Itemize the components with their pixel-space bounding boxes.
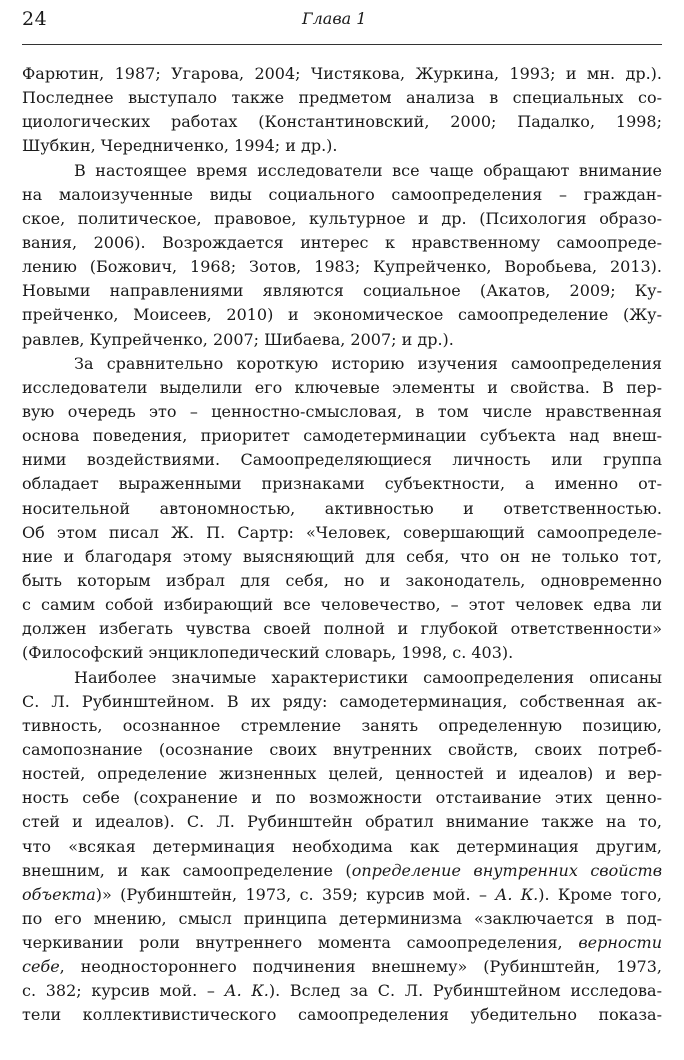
text-line: Шубкин, Чередниченко, 1994; и др.). [22, 136, 338, 156]
paragraph-start-line: Наиболее значимые характеристики самоопределения описаны [74, 667, 662, 687]
italic-run: верности [578, 933, 662, 953]
text-line: Об этом писал Ж. П. Сартр: «Человек, совершающий самоопределе- [22, 522, 662, 542]
text-line [22, 859, 662, 883]
chapter-title: Глава 1 [302, 9, 367, 28]
text-run: ). Вслед за С. Л. Рубинштейном исследова- [268, 981, 662, 1001]
italic-run: А. К. [224, 981, 269, 1001]
italic-run: себе [22, 957, 60, 977]
text-line: прейченко, Моисеев, 2010) и экономическое самоопределение (Жу- [22, 305, 662, 325]
text-line: вания, 2006). Возрождается интерес к нравственному самоопреде- [22, 232, 662, 252]
text-line: ностей, определение жизненных целей, ценностей и идеалов) и вер- [22, 764, 662, 784]
text-line: стей и идеалов). С. Л. Рубинштейн обратил внимание также на то, [22, 812, 662, 832]
text-line: равлев, Купрейченко, 2007; Шибаева, 2007; и др.). [22, 329, 454, 349]
paragraph-start-line: В настоящее время исследователи все чаще обращают внимание [74, 160, 662, 180]
text-run: внешним, и как самоопределение ( [22, 860, 352, 880]
text-line: что «всякая детерминация необходима как детерминация другим, [22, 836, 662, 856]
text-line: на малоизученные виды социального самоопределения – граждан- [22, 184, 662, 204]
body-text [22, 62, 662, 1028]
text-run: с. 382; курсив мой. – [22, 981, 225, 1001]
text-run: , неодностороннего подчинения внешнему» (Рубинштейн, 1973, [59, 957, 662, 977]
text-line: с самим собой избирающий все человечество, – этот человек едва ли [22, 595, 662, 615]
text-run: черкивании роли внутреннего момента самоопределения, [22, 933, 579, 953]
text-line: Новыми направлениями являются социальное (Акатов, 2009; Ку- [22, 281, 662, 301]
text-line: по его мнению, смысл принципа детерминизма «заключается в под- [22, 908, 662, 928]
text-line [22, 883, 662, 907]
text-line: исследователи выделили его ключевые элементы и свойства. В пер- [22, 377, 662, 397]
italic-run: А. К. [495, 884, 539, 904]
text-line [22, 931, 662, 955]
text-line: ность себе (сохранение и по возможности отстаивание этих ценно- [22, 788, 662, 808]
text-line: ними воздействиями. Самоопределяющиеся личность или группа [22, 450, 662, 470]
text-line [22, 955, 662, 979]
text-line: обладает выраженными признаками субъектности, а именно от- [22, 474, 662, 494]
text-line: быть которым избрал для себя, но и законодатель, одновременно [22, 570, 662, 590]
text-line: С. Л. Рубинштейном. В их ряду: самодетерминация, собственная ак- [22, 691, 662, 711]
text-line: ние и благодаря этому выясняющий для себя, что он не только тот, [22, 546, 662, 566]
text-run: )» (Рубинштейн, 1973, с. 359; курсив мой. – [95, 884, 496, 904]
text-line: ское, политическое, правовое, культурное и др. (Психология образо- [22, 208, 662, 228]
text-line: должен избегать чувства своей полной и глубокой ответственности» [22, 619, 662, 639]
text-line: самопознание (осознание своих внутренних свойств, своих потреб- [22, 739, 662, 759]
text-line: лению (Божович, 1968; Зотов, 1983; Купрейченко, Воробьева, 2013). [22, 257, 662, 277]
text-line: (Философский энциклопедический словарь, 1998, с. 403). [22, 643, 514, 663]
text-line: циологических работах (Константиновский, 2000; Падалко, 1998; [22, 112, 662, 132]
text-line: Последнее выступало также предметом анализа в специальных со- [22, 88, 662, 108]
text-run: ). Кроме того, [538, 884, 663, 904]
header-divider [22, 44, 662, 45]
paragraph-start-line: За сравнительно короткую историю изучения самоопределения [74, 353, 662, 373]
text-line: Фарютин, 1987; Угарова, 2004; Чистякова, Журкина, 1993; и мн. др.). [22, 64, 662, 83]
italic-run: определение внутренних свойств [351, 860, 663, 880]
italic-run: объекта [22, 884, 96, 904]
text-line: тели коллективистического самоопределения убедительно показа- [22, 1005, 662, 1025]
text-line: носительной автономностью, активностью и ответственностью. [22, 498, 662, 518]
text-line: основа поведения, приоритет самодетерминации субъекта над внеш- [22, 426, 662, 446]
page-number: 24 [22, 8, 48, 30]
running-header [22, 6, 662, 36]
text-line: вую очередь это – ценностно-смысловая, в том числе нравственная [22, 401, 662, 421]
text-line [22, 979, 662, 1003]
text-line: тивность, осознанное стремление занять определенную позицию, [22, 715, 662, 735]
